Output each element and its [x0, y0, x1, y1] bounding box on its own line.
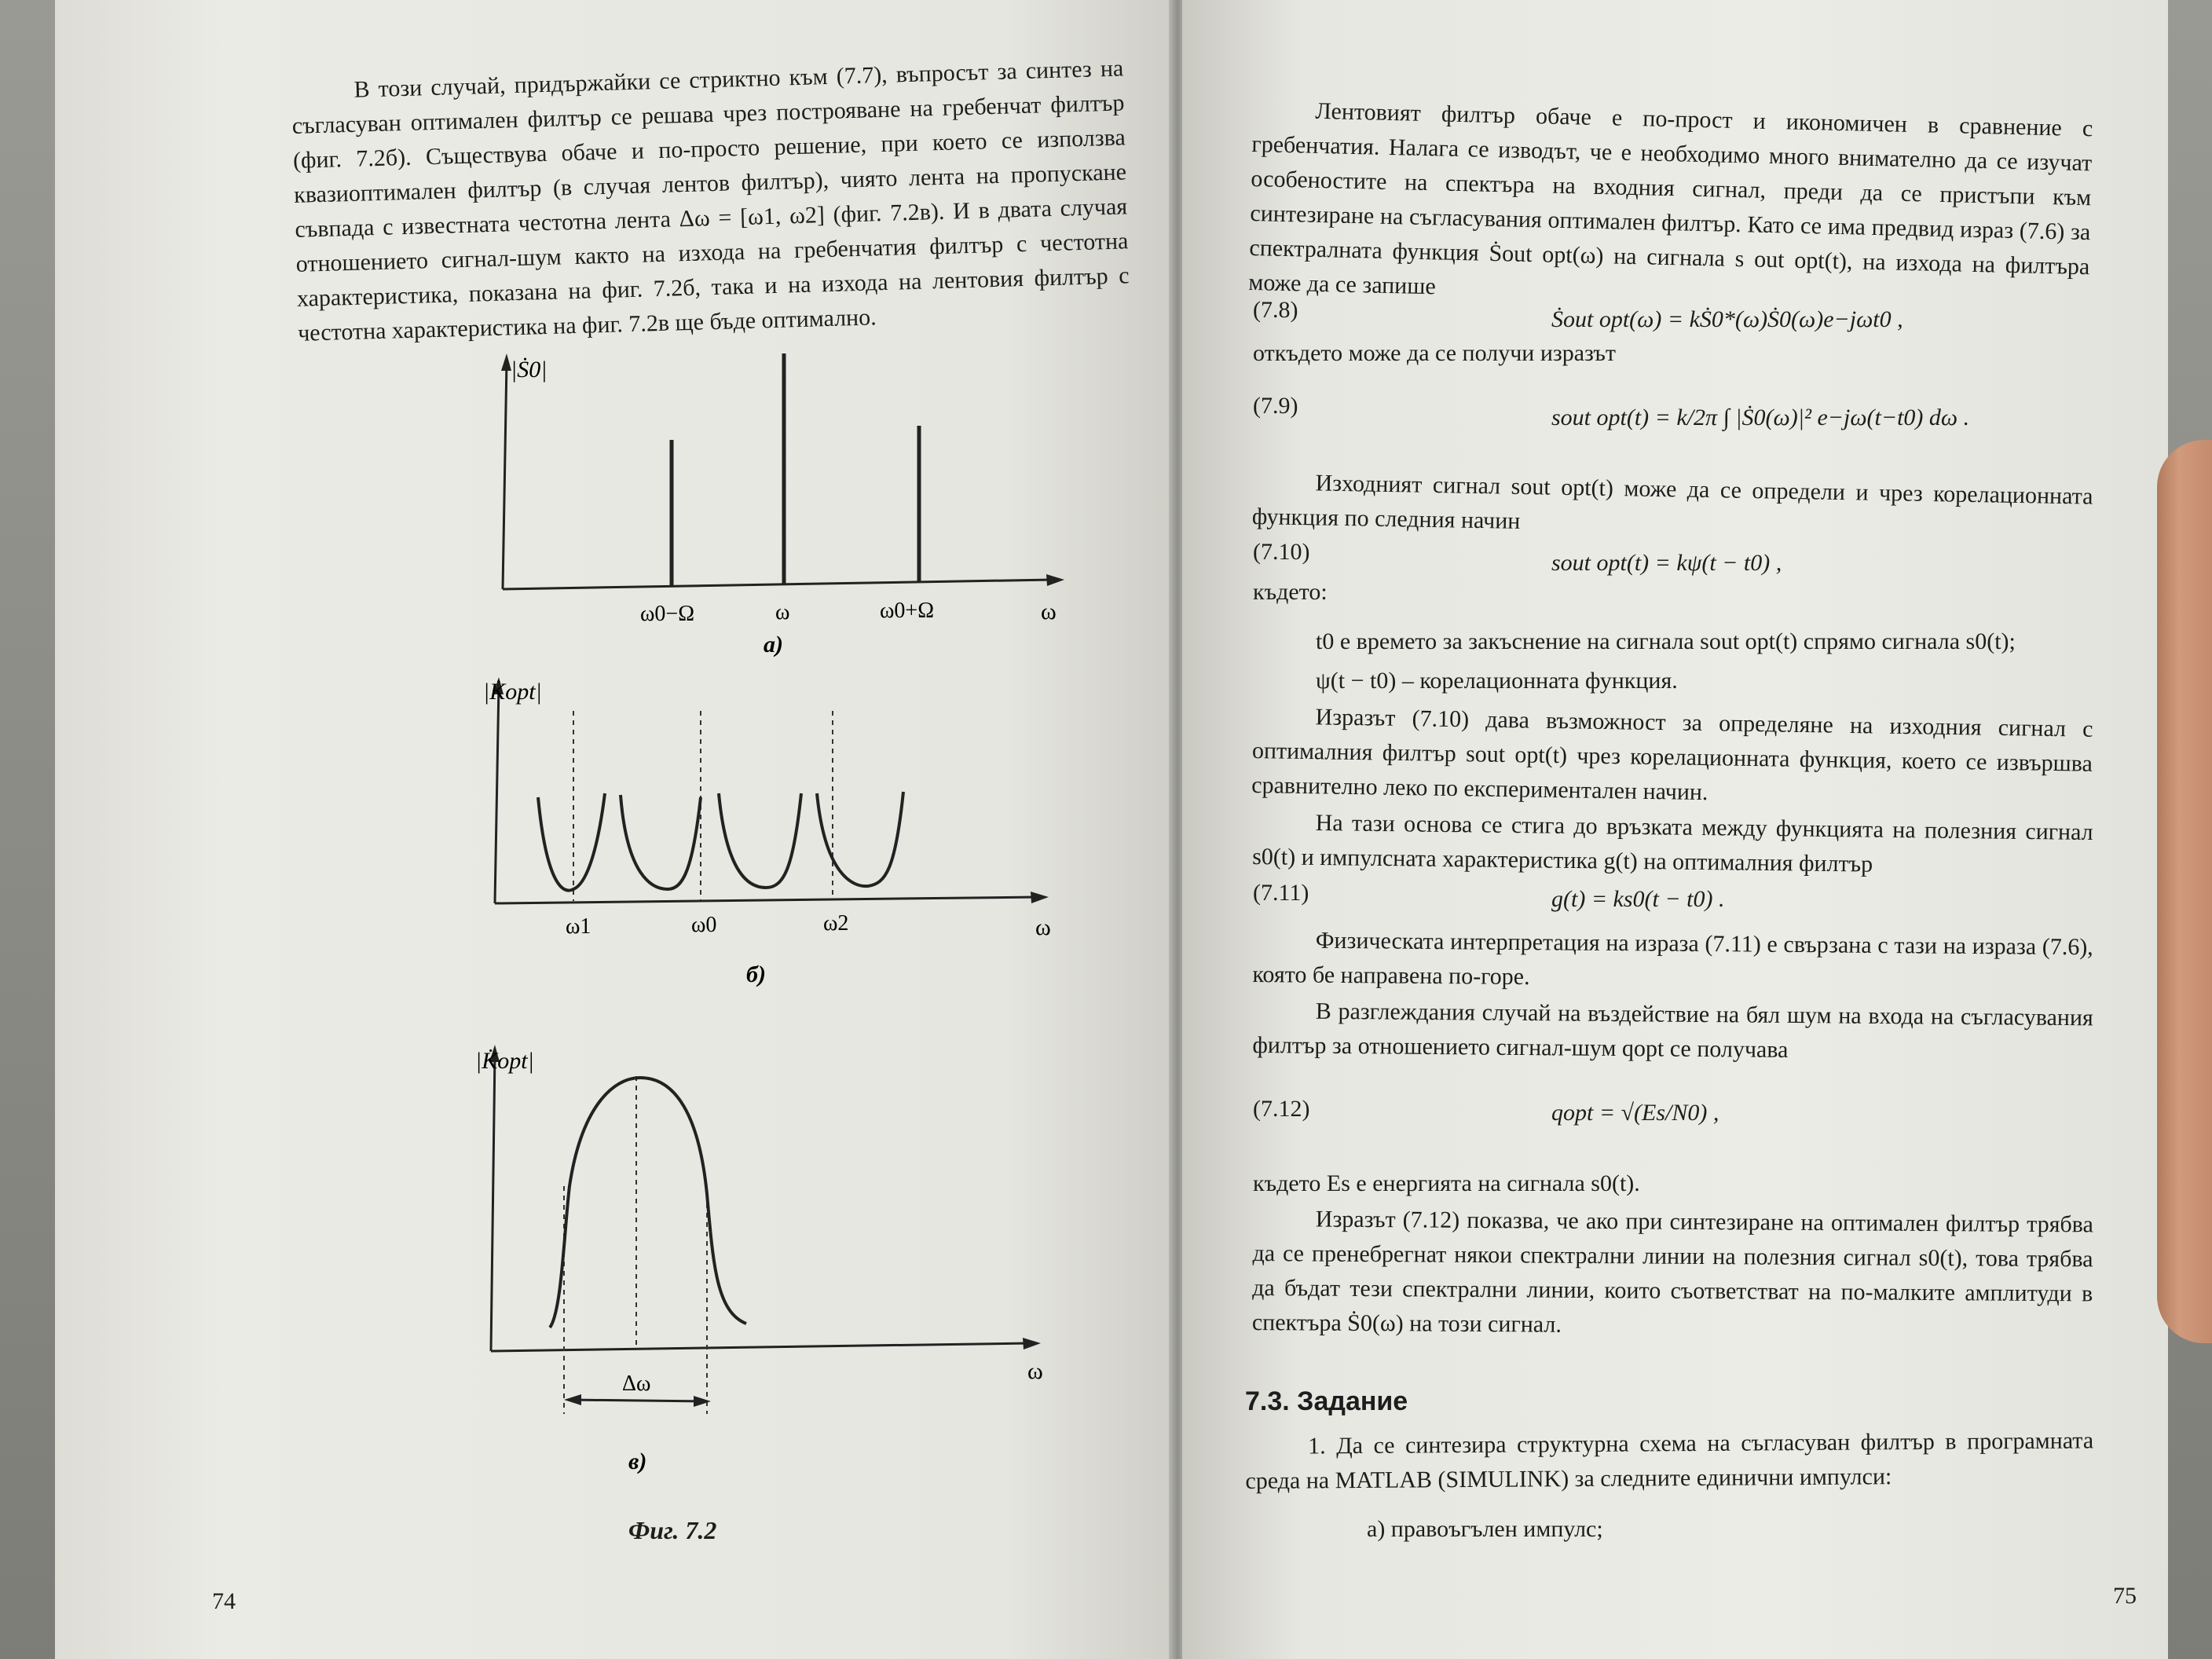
right-page [1182, 0, 2168, 1659]
eq-7-12-number: (7.12) [1253, 1096, 1310, 1122]
eq-7-10: sout opt(t) = kψ(t − t0) , [1551, 550, 1782, 576]
figure-c-ylabel: |K̇opt| [475, 1048, 534, 1074]
figure-a-y-axis [503, 361, 507, 589]
figure-a-ylabel: |Ṡ0| [511, 357, 548, 383]
figure-c-y-axis [491, 1053, 495, 1351]
figure-b-curve-3 [719, 793, 801, 888]
right-paragraph-2: откъдето може да се получи изразът [1253, 340, 1617, 366]
figure-b-xlabel: ω [1035, 914, 1051, 940]
figure-a-sublabel: а) [764, 632, 783, 657]
eq-7-11: g(t) = ks0(t − t0) . [1551, 886, 1725, 912]
figure-c-curve [550, 1078, 746, 1328]
left-page [55, 0, 1170, 1659]
figure-b-tick-3: ω2 [823, 911, 849, 936]
figure-c-x-axis [491, 1343, 1029, 1351]
task-1: 1. Да се синтезира структурна схема на съгласуван филтър в програмната среда на MATLAB (SIMULINK) за следните единични импулси: [1245, 1427, 2094, 1494]
figure-c-band-label: Δω [622, 1372, 651, 1396]
figure-a-tick-2: ω [775, 600, 790, 624]
figure-a-spectrum [432, 330, 1108, 660]
left-paragraph: В този случай, придържайки се стриктно към (7.7), въпросът за синтез на съгласуван оптимален филтър се решава чрез построяване на гребенчат филтър (фиг. 7.2б). Съществува обаче и по-просто решение, при което се използва квазиоптимален филтър (в случая лентов филтър), чиято лента на пропускане съвпада с известната честотна лента Δω = [ω1, ω2] (фиг. 7.2в). И в двата случая отношението сигнал-шум както на изхода на гребенчатия филтър с честотна характеристика, показана на фиг. 7.2б, така и на изхода на лентовия филтър с честотна характеристика на фиг. 7.2в ще бъде оптимално. [291, 55, 1130, 346]
figure-b-tick-1: ω1 [566, 914, 591, 939]
right-paragraph-6: На тази основа се стига до връзката между функцията на полезния сигнал s0(t) и импулсната характеристика g(t) на оптималния филтър [1251, 809, 2093, 877]
right-paragraph-10: Изразът (7.12) показва, че ако при синтезиране на оптимален филтър трябва да се пренебрегнат някои спектрални линии на полезния сигнал s0(t), това трябва да бъдат тези спектрални линии, които съответстват на по-малките амплитуди в спектъра Ṡ0(ω) на този сигнал. [1251, 1206, 2093, 1338]
eq-7-10-number: (7.10) [1253, 539, 1310, 565]
figure-b-sublabel: б) [746, 961, 766, 987]
figure-b-ylabel: |K̇opt| [483, 679, 542, 705]
eq-7-8: Ṡout opt(ω) = kṠ0*(ω)Ṡ0(ω)e−jωt0 , [1551, 306, 1903, 332]
figure-a-xlabel: ω [1041, 599, 1057, 624]
right-page-number: 75 [2113, 1583, 2137, 1609]
figure-b-tick-2: ω0 [691, 913, 717, 937]
left-page-number: 74 [212, 1588, 236, 1614]
figure-a-tick-3: ω0+Ω [880, 599, 935, 623]
right-paragraph-9: където Es е енергията на сигнала s0(t). [1253, 1170, 1640, 1196]
figure-c-band-arrow [569, 1400, 705, 1401]
figure-a-tick-1: ω0−Ω [640, 602, 695, 626]
figure-c-xlabel: ω [1027, 1358, 1043, 1384]
figure-b-comb-filter [416, 668, 1092, 998]
figure-caption: Фиг. 7.2 [628, 1516, 717, 1544]
definition-t0: t0 е времето за закъснение на сигнала sout opt(t) спрямо сигнала s0(t); [1316, 628, 2016, 654]
figure-b-curve-1 [538, 793, 605, 891]
figure-b-x-axis [495, 897, 1037, 903]
right-paragraph-8: В разглеждания случай на въздействие на бял шум на входа на съгласувания филтър за отношението сигнал-шум qopt се получава [1252, 998, 2093, 1063]
eq-7-11-number: (7.11) [1253, 880, 1309, 906]
figure-b-y-axis [495, 683, 499, 903]
definition-psi: ψ(t − t0) – корелационната функция. [1316, 668, 1678, 694]
figure-b-curve-2 [621, 795, 701, 889]
right-paragraph-3: Изходният сигнал sout opt(t) може да се определи и чрез корелационната функция по следния начин [1251, 470, 2093, 534]
eq-7-8-number: (7.8) [1253, 297, 1298, 323]
right-paragraph-5: Изразът (7.10) дава възможност за определяне на изходния сигнал с оптималния филтър sout opt(t) чрез корелационната функция, което се извършва сравнително леко по експериментален начин. [1251, 704, 2093, 806]
figure-a-x-axis [503, 580, 1053, 589]
figure-b-curve-4 [817, 792, 903, 886]
right-paragraph-1: Лентовият филтър обаче е по-прост и икономичен в сравнение с гребенчатия. Налага се изводът, че е необходимо много внимателно да се изучат особеностите на спектъра на входния сигнал, преди да се пристъпи към синтезиране на съгласувания оптимален филтър. Като се има предвид израз (7.6) за спектралната функция Ṡout opt(ω) на сигнала s out opt(t), на изхода на филтъра може да се запише [1248, 97, 2093, 300]
right-paragraph-4: където: [1253, 579, 1328, 605]
thumb-holding-page [2157, 440, 2212, 1343]
figure-c-sublabel: в) [628, 1448, 647, 1474]
eq-7-9-number: (7.9) [1253, 393, 1298, 419]
right-paragraph-7: Физическата интерпретация на израза (7.11) е свързана с тази на израза (7.6), която бе направена по-горе. [1252, 927, 2093, 991]
eq-7-9: sout opt(t) = k/2π ∫ |Ṡ0(ω)|² e−jω(t−t0) dω . [1551, 405, 1970, 430]
figure-c-bandpass-filter [408, 1029, 1084, 1516]
eq-7-12: qopt = √(Es/N0) , [1551, 1100, 1719, 1126]
task-1a: а) правоъгълен импулс; [1367, 1516, 1603, 1542]
section-heading: 7.3. Задание [1245, 1386, 1408, 1416]
